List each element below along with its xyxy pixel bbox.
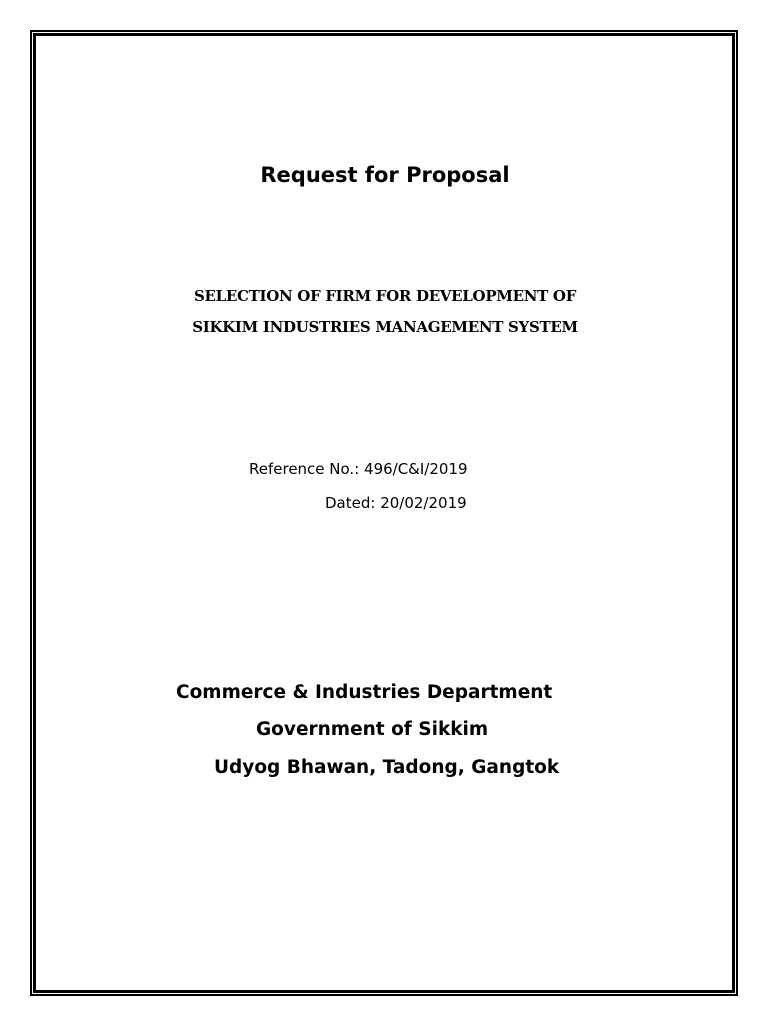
reference-number: Reference No.: 496/C&I/2019 <box>249 460 468 478</box>
department-name: Commerce & Industries Department <box>176 682 553 703</box>
government-name: Government of Sikkim <box>256 719 489 740</box>
office-address: Udyog Bhawan, Tadong, Gangtok <box>214 757 560 778</box>
document-title: Request for Proposal <box>260 163 510 187</box>
subject-line-2: SIKKIM INDUSTRIES MANAGEMENT SYSTEM <box>192 318 578 336</box>
subject-line-1: SELECTION OF FIRM FOR DEVELOPMENT OF <box>193 287 577 305</box>
date-line: Dated: 20/02/2019 <box>325 494 467 512</box>
